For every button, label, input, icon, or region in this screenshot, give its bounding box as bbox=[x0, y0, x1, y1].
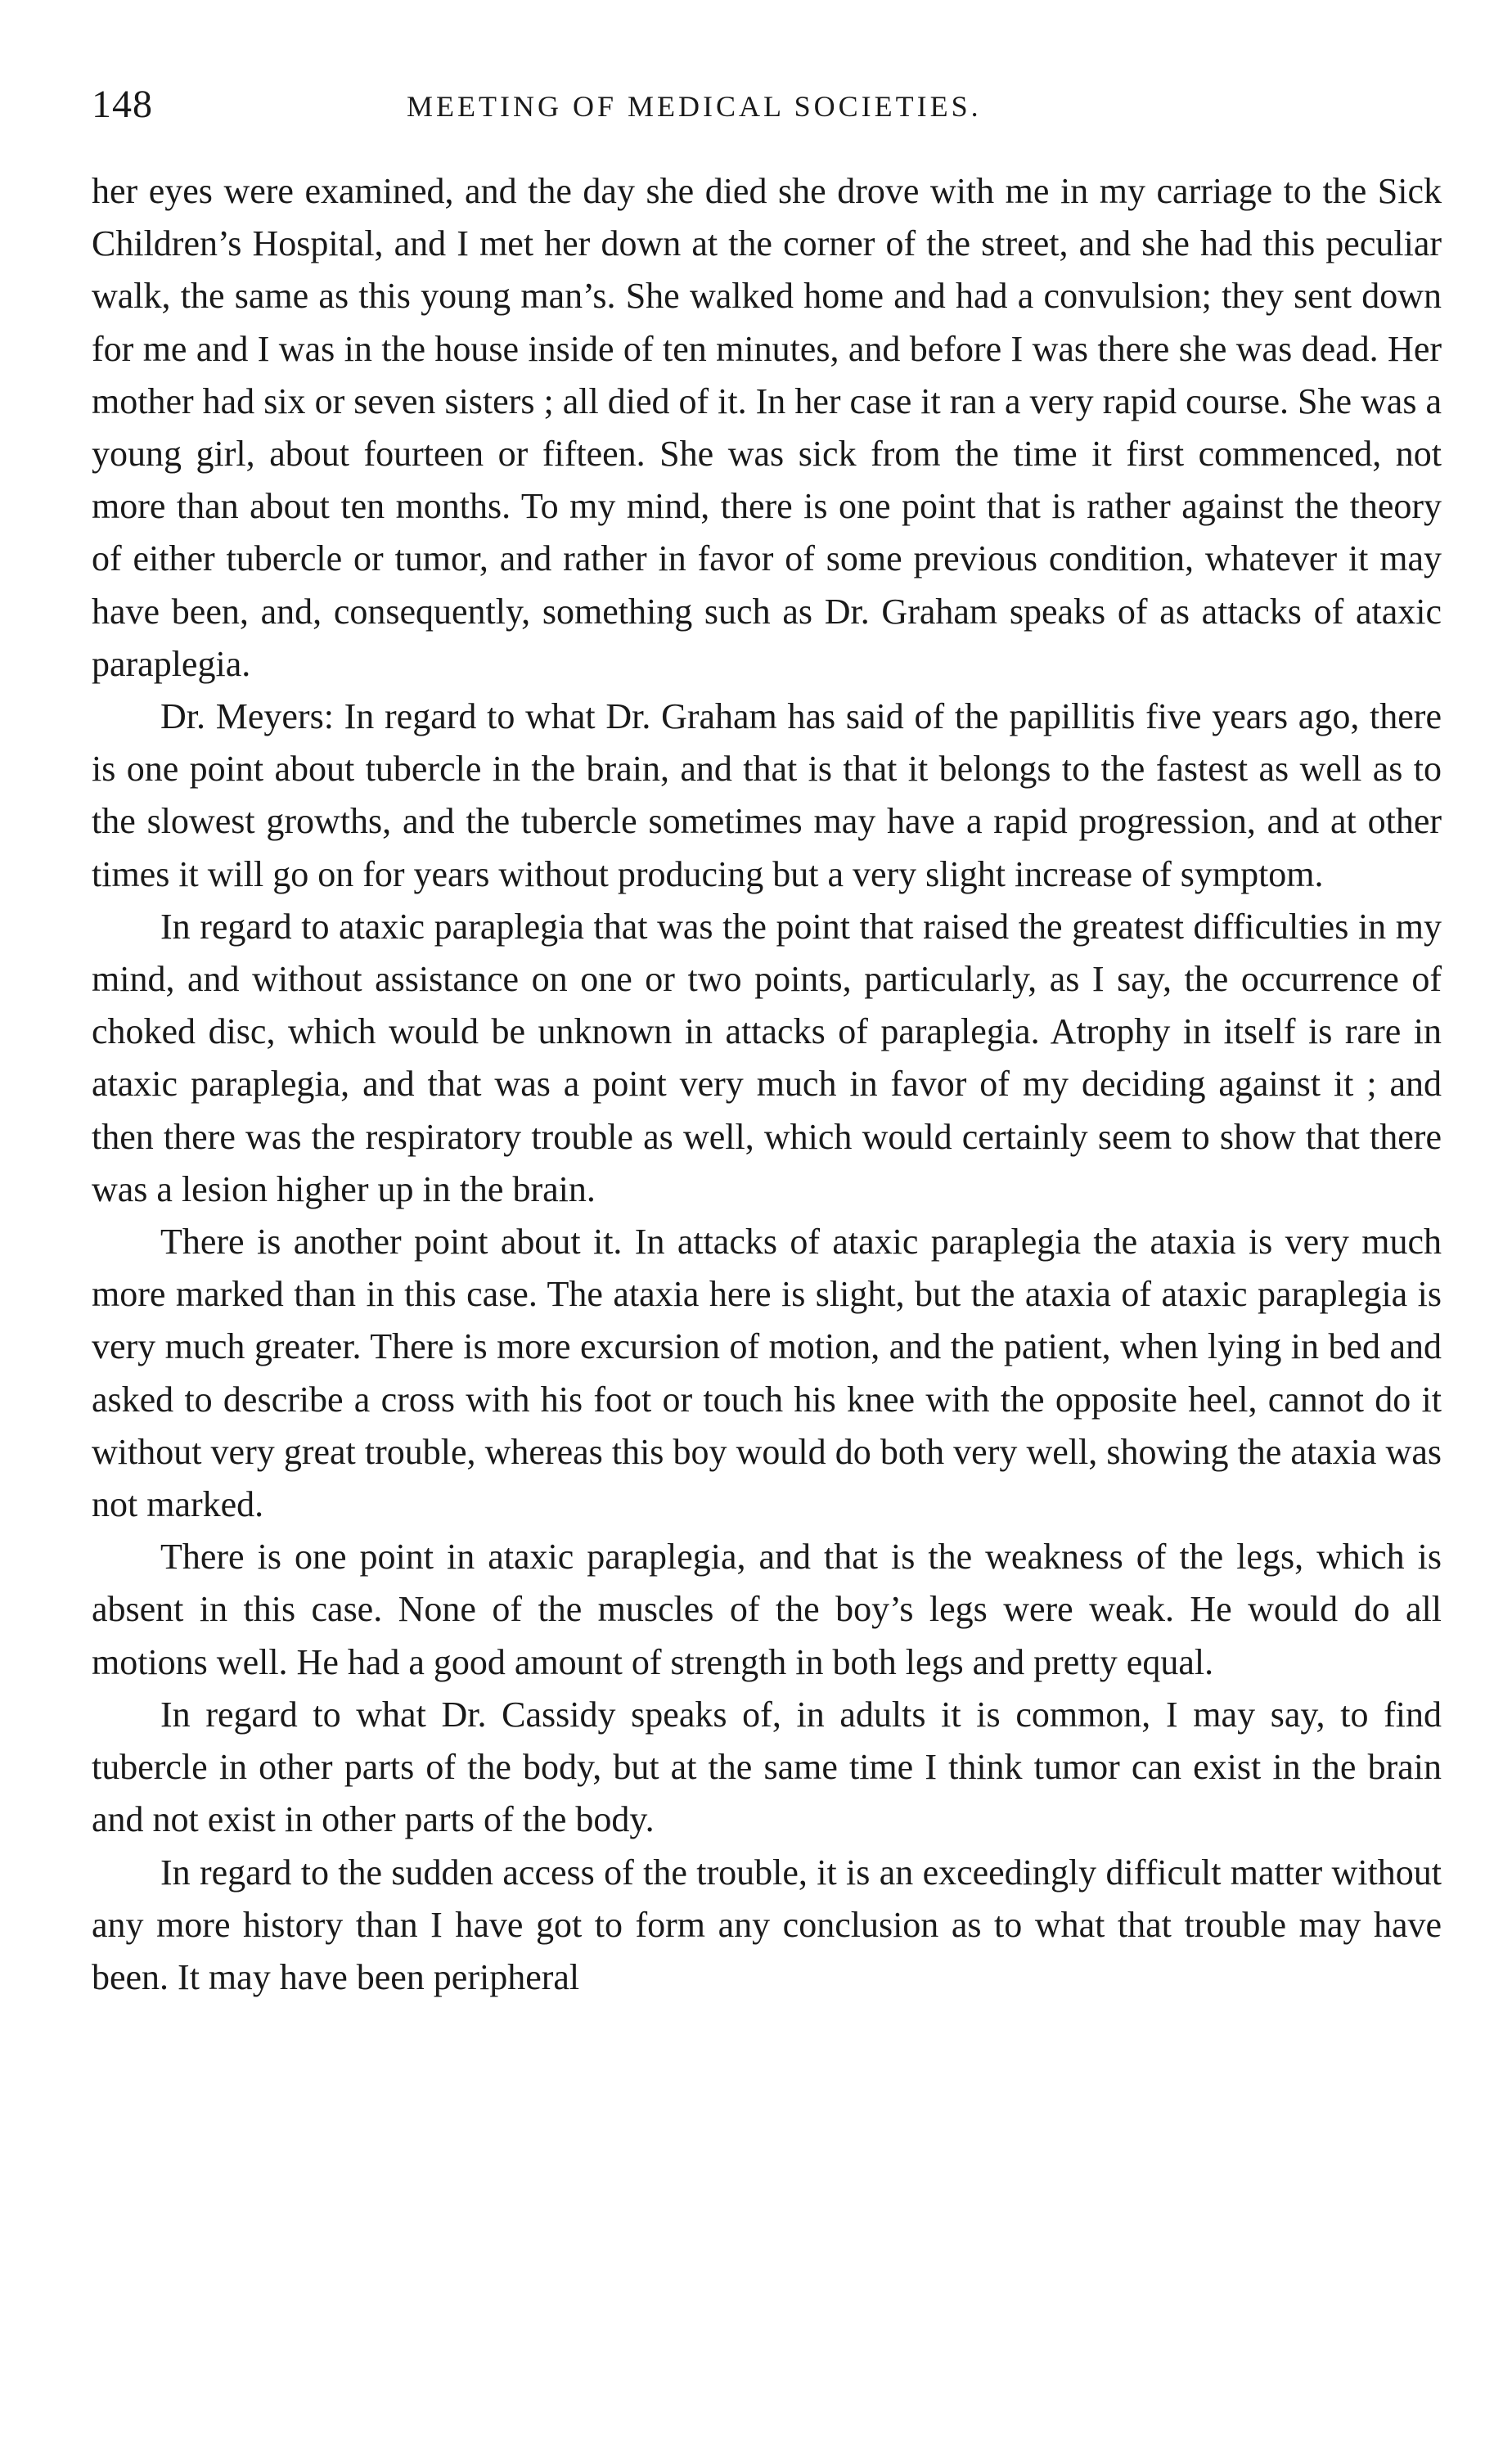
paragraph-ataxic-paraplegia: In regard to ataxic paraplegia that was the point that raised the greatest difficulties in my mind, and without assistance on one or two points, particularly, as I say, the occurrence of choked disc, which would be unknown in attacks of paraplegia. Atrophy in itself is rare in ataxic paraplegia, and that was a point very much in favor of my deciding against it ; and then there was the respiratory trouble as well, which would certainly seem to show that there was a lesion higher up in the brain. bbox=[92, 906, 1442, 1209]
body-text bbox=[92, 165, 1442, 2004]
paragraph-sudden-access: In regard to the sudden access of the trouble, it is an exceedingly difficult matter without any more history than I have got to form any conclusion as to what that trouble may have been. It may have been peripheral bbox=[92, 1852, 1442, 1997]
paragraph-weakness-of-legs: There is one point in ataxic paraplegia, and that is the weakness of the legs, which is absent in this case. None of the muscles of the boy’s legs were weak. He would do all motions well. He had a good amount of strength in both legs and pretty equal. bbox=[92, 1537, 1442, 1682]
page-number: 148 bbox=[92, 83, 153, 126]
running-head bbox=[92, 80, 1442, 129]
paragraph-dr-meyers: Dr. Meyers: In regard to what Dr. Graham has said of the papillitis five years ago, there is one point about tubercle in the brain, and that is that it belongs to the fastest as well as to the slowest growths, and the tubercle sometimes may have a rapid progression, and at other times it will go on for years without producing but a very slight increase of symptom. bbox=[92, 696, 1442, 894]
paragraph-continued: her eyes were examined, and the day she died she drove with me in my carriage to the Sick Children’s Hospital, and I met her down at the corner of the street, and she had this peculiar walk, the same as this young man’s. She walked home and had a convulsion; they sent down for me and I was in the house inside of ten minutes, and before I was there she was dead. Her mother had six or seven sisters ; all died of it. In her case it ran a very rapid course. She was a young girl, about fourteen or fifteen. She was sick from the time it first commenced, not more than about ten months. To my mind, there is one point that is rather against the theory of either tubercle or tumor, and rather in favor of some previous condition, whatever it may have been, and, consequently, something such as Dr. Graham speaks of as attacks of ataxic paraplegia. bbox=[92, 171, 1442, 684]
paragraph-another-point: There is another point about it. In attacks of ataxic paraplegia the ataxia is very much more marked than in this case. The ataxia here is slight, but the ataxia of ataxic paraplegia is very much greater. There is more excursion of motion, and the patient, when lying in bed and asked to describe a cross with his foot or touch his knee with the opposite heel, cannot do it without very great trouble, whereas this boy would do both very well, showing the ataxia was not marked. bbox=[92, 1222, 1442, 1525]
paragraph-dr-cassidy: In regard to what Dr. Cassidy speaks of, in adults it is common, I may say, to find tubercle in other parts of the body, but at the same time I think tumor can exist in the brain and not exist in other parts of the body. bbox=[92, 1694, 1442, 1840]
running-title: MEETING OF MEDICAL SOCIETIES. bbox=[407, 90, 982, 123]
